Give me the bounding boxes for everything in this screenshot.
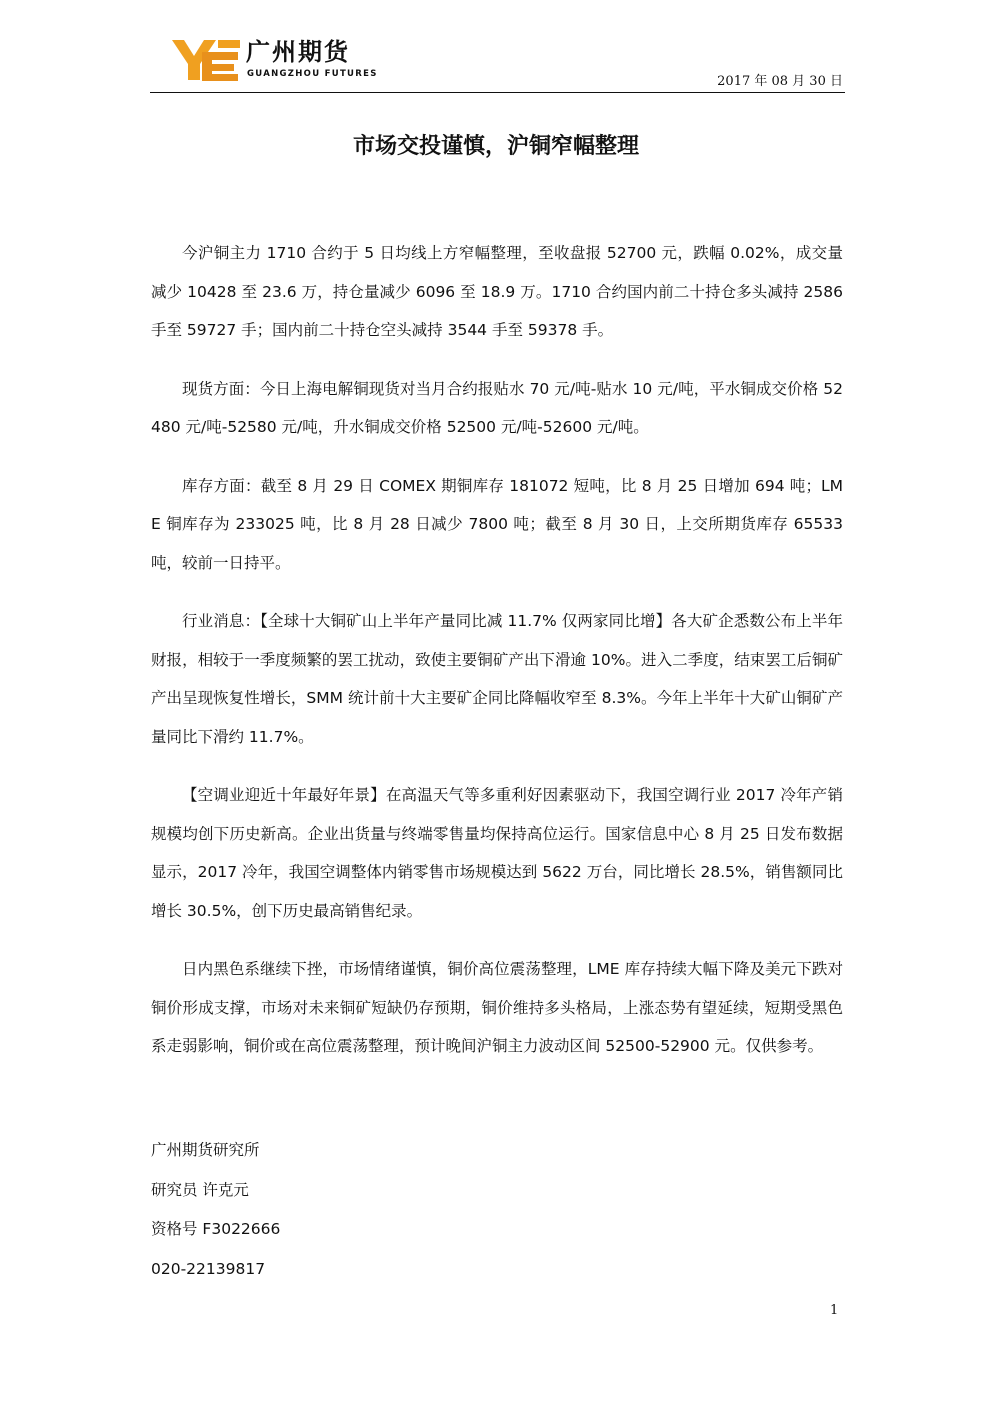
paragraph-market-summary: 今沪铜主力 1710 合约于 5 日均线上方窄幅整理，至收盘报 52700 元，跌幅 0.02%，成交量减少 10428 至 23.6 万，持仓量减少 6096 至 18.9 万。1710 合约国内前二十持仓多头减持 2586 手至 59727 手；国内前二十持仓空头减持 3544 手至 59378 手。 — [151, 244, 843, 339]
paragraph-spot: 现货方面：今日上海电解铜现货对当月合约报贴水 70 元/吨-贴水 10 元/吨，平水铜成交价格 52480 元/吨-52580 元/吨，升水铜成交价格 52500 元/吨-52600 元/吨。 — [151, 379, 843, 436]
page-number: 1 — [830, 1303, 839, 1318]
company-logo — [172, 38, 378, 82]
qualification-number: 资格号 F3022666 — [151, 1220, 281, 1238]
paragraph-air-conditioner: 【空调业迎近十年最好年景】在高温天气等多重利好因素驱动下，我国空调行业 2017 冷年产销规模均创下历史新高。企业出货量与终端零售量均保持高位运行。国家信息中心 8 月 25 日发布数据显示，2017 冷年，我国空调整体内销零售市场规模达到 5622 万台，同比增长 28.5%，销售额同比增长 30.5%，创下历史最高销售纪录。 — [151, 786, 843, 920]
report-date: 2017 年 08 月 30 日 — [717, 74, 843, 89]
phone-number: 020-22139817 — [151, 1259, 266, 1278]
header-divider — [150, 92, 845, 93]
page-header — [150, 30, 845, 94]
logo-chinese-name: 广州期货 — [246, 38, 350, 66]
document-title: 市场交投谨慎，沪铜窄幅整理 — [352, 134, 639, 159]
guangzhou-futures-logo-icon — [172, 38, 240, 82]
document-body — [151, 234, 843, 1086]
logo-english-name: GUANGZHOU FUTURES — [247, 69, 378, 79]
paragraph-industry-news: 行业消息：【全球十大铜矿山上半年产量同比减 11.7% 仅两家同比增】各大矿企悉数公布上半年财报，相较于一季度频繁的罢工扰动，致使主要铜矿产出下滑逾 10%。进入二季度，结束罢工后铜矿产出呈现恢复性增长，SMM 统计前十大主要矿企同比降幅收窄至 8.3%。今年上半年十大矿山铜矿产量同比下滑约 11.7%。 — [151, 612, 843, 746]
signature-block — [151, 1131, 551, 1289]
institute-name: 广州期货研究所 — [151, 1141, 260, 1159]
paragraph-outlook: 日内黑色系继续下挫，市场情绪谨慎，铜价高位震荡整理，LME 库存持续大幅下降及美元下跌对铜价形成支撑，市场对未来铜矿短缺仍存预期，铜价维持多头格局，上涨态势有望延续，短期受黑色系走弱影响，铜价或在高位震荡整理，预计晚间沪铜主力波动区间 52500-52900 元。仅供参考。 — [151, 960, 843, 1055]
researcher-name: 研究员 许克元 — [151, 1180, 249, 1199]
paragraph-inventory: 库存方面：截至 8 月 29 日 COMEX 期铜库存 181072 短吨，比 8 月 25 日增加 694 吨；LME 铜库存为 233025 吨，比 8 月 28 日减少 7800 吨；截至 8 月 30 日，上交所期货库存 65533 吨，较前一日持平。 — [151, 476, 843, 572]
